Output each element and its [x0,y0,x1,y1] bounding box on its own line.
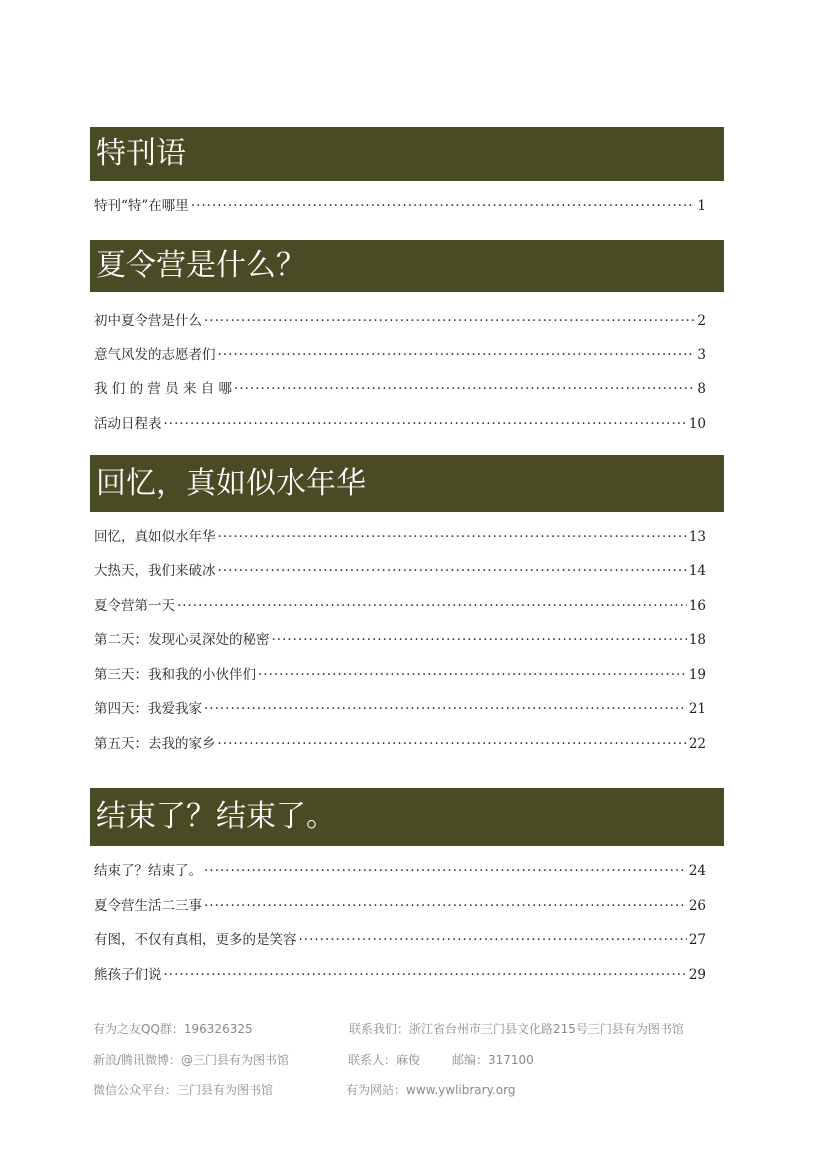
section-header-1: 特刊语 [90,127,724,181]
toc-entry-page: 14 [688,563,706,579]
toc-entry[interactable] [94,663,706,683]
toc-entry-label: 回忆，真如似水年华 [94,529,216,545]
dot-leader [234,381,695,397]
toc-entry-label: 初中夏令营是什么 [94,313,202,329]
footer-contact-address: 联系我们：浙江省台州市三门县文化路215号三门县有为图书馆 [349,1022,684,1036]
footer-contact-person: 联系人：麻俊 [348,1053,421,1067]
toc-entry-label: 夏令营生活二三事 [94,898,202,914]
toc-entry[interactable] [94,963,706,983]
toc-entry-label: 结束了？结束了。 [94,863,202,879]
toc-entry[interactable] [94,194,706,214]
toc-entry[interactable] [94,343,706,363]
toc-entry-label: 第五天：去我的家乡 [94,736,216,752]
toc-entry-page: 16 [688,598,706,614]
toc-entry-page: 26 [688,898,706,914]
dot-leader [218,736,687,752]
toc-entry-label: 活动日程表 [94,416,162,432]
toc-entry[interactable] [94,732,706,752]
dot-leader [218,563,687,579]
toc-entry[interactable] [94,309,706,329]
footer-website-link[interactable]: 有为网站：www.ywlibrary.org [346,1083,516,1097]
dot-leader [258,667,687,683]
toc-entry-label: 第三天：我和我的小伙伴们 [94,667,256,683]
toc-entry-page: 18 [688,632,706,648]
toc-entry[interactable] [94,628,706,648]
toc-entry-page: 3 [697,347,706,363]
toc-entry-page: 22 [688,736,706,752]
toc-entry-page: 8 [697,381,706,397]
toc-entry-page: 2 [697,313,706,329]
toc-entry-page: 19 [688,667,706,683]
toc-entry-label: 第二天：发现心灵深处的秘密 [94,632,270,648]
toc-entry-page: 10 [688,416,706,432]
toc-entry[interactable] [94,594,706,614]
dot-leader [204,701,687,717]
toc-entry[interactable] [94,859,706,879]
dot-leader [191,198,696,214]
dot-leader [164,416,687,432]
footer-qq-group: 有为之友QQ群：196326325 [93,1022,253,1036]
toc-entry-page: 24 [688,863,706,879]
dot-leader [177,598,687,614]
dot-leader [204,898,687,914]
dot-leader [204,313,695,329]
toc-entry-page: 21 [688,701,706,717]
toc-entry-label: 我 们 的 营 员 来 自 哪 [94,381,233,397]
toc-entry-label: 意气风发的志愿者们 [94,347,216,363]
toc-entry-label: 大热天，我们来破冰 [94,563,216,579]
toc-entry[interactable] [94,697,706,717]
toc-entry[interactable] [94,559,706,579]
dot-leader [218,529,687,545]
toc-entry-label: 第四天：我爱我家 [94,701,202,717]
section-header-2: 夏令营是什么？ [90,240,724,292]
toc-entry[interactable] [94,894,706,914]
toc-entry[interactable] [94,412,706,432]
dot-leader [299,932,687,948]
dot-leader [164,967,687,983]
toc-entry-page: 1 [697,198,706,214]
toc-entry-label: 特刊“特”在哪里 [94,198,189,214]
footer-postcode: 邮编：317100 [452,1053,534,1067]
toc-entry-label: 夏令营第一天 [94,598,175,614]
dot-leader [272,632,687,648]
toc-entry-page: 27 [688,932,706,948]
toc-entry-label: 熊孩子们说 [94,967,162,983]
dot-leader [204,863,687,879]
footer-weibo: 新浪/腾讯微博：@三门县有为图书馆 [93,1053,290,1067]
dot-leader [218,347,696,363]
toc-entry-page: 29 [688,967,706,983]
section-header-3: 回忆，真如似水年华 [90,455,724,512]
toc-entry[interactable] [94,525,706,545]
toc-entry-label: 有图，不仅有真相，更多的是笑容 [94,932,297,948]
footer-wechat: 微信公众平台：三门县有为图书馆 [93,1083,274,1097]
toc-entry[interactable] [94,928,706,948]
section-header-4: 结束了？结束了。 [90,788,724,846]
toc-entry-page: 13 [688,529,706,545]
toc-entry[interactable] [94,377,706,397]
